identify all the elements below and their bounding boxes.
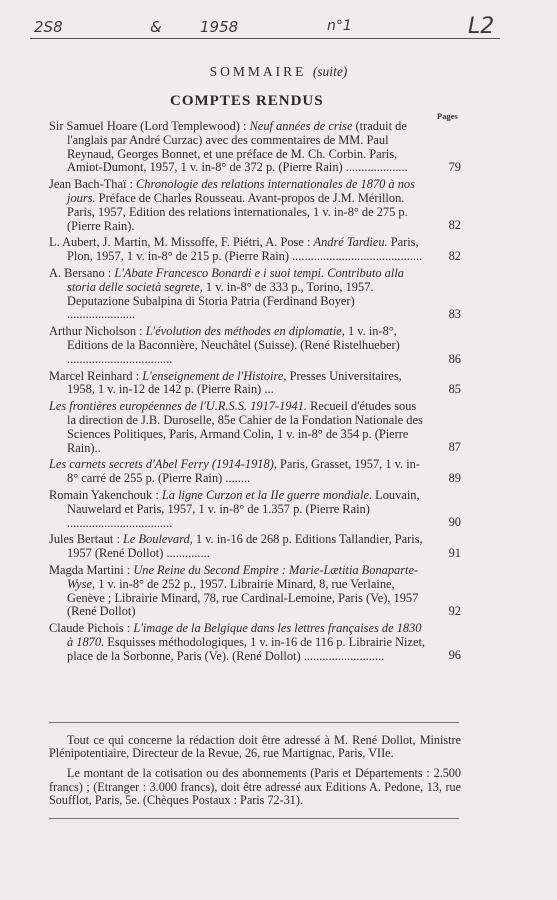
entry-title: Chronologie des relations internationales de 1870 à nos jours. [67,177,415,205]
entry [0,267,557,322]
entry-title: L'évolution des méthodes en diplomatie, [145,324,345,339]
entry-page-number: 89 [448,470,461,485]
entry-text [0,178,425,233]
entry-text [0,400,425,455]
sommaire-label: SOMMAIRE [209,64,307,79]
entry-details: (traduit de l'anglais par André Curzac) avec des commentaires de MM. Paul Reynaud, Georges Bonnet, et une préface de M. Ch. Corbin. Paris, Amiot-Dumont, 1957, 1 v. in-8° de 372 p. (Pierre Rain) .................... [67,119,408,175]
entry [0,489,557,530]
entry-text [0,622,425,663]
entry-title: Neuf années de crise [249,119,353,133]
handwritten-underline [30,38,500,39]
entry-details: Paris, Grasset, 1957, 1 v. in-8° carré de 255 p. (Pierre Rain) ........ [67,457,420,486]
entry-details: 1 v. in-16 de 268 p. Editions Tallandier, Paris, 1957 (René Dollot) .............. [67,532,423,561]
entry-author: Arthur Nicholson : [49,324,146,339]
entry-title: La ligne Curzon et la IIe guerre mondiale. [161,487,373,502]
entry-author: Claude Pichois : [49,621,134,636]
entry [0,564,557,619]
entry-page-number: 96 [448,648,461,663]
entry-page-number: 91 [448,545,461,560]
entry-text [0,325,425,366]
entry-title: Le Boulevard, [123,532,193,547]
entry [0,236,557,264]
handwritten-annotation: L2 [468,14,495,39]
entry [0,370,557,398]
entry-page-number: 82 [448,248,461,263]
entry-author: L. Aubert, J. Martin, M. Missoffe, F. Piétri, A. Pose : [49,235,314,250]
entry-details: Recueil d'études sous la direction de J.B. Duroselle, 85e Cahier de la Fondation Nationale des Sciences Politiques, Paris, Armand Colin, 1 v. in-8° de 354 p. (Pierre Rain).. [67,399,423,455]
section-title: COMPTES RENDUS [170,93,324,109]
entry [0,622,557,663]
entry-page-number: 86 [448,351,461,366]
entry-text [0,267,425,322]
handwritten-annotation: & [150,18,162,36]
entry-details: 1 v. in-8°, Editions de la Baconnière, Neuchâtel (Suisse). (René Ristelhueber) .................................. [67,324,400,366]
entry-details: Louvain, Nauwelard et Paris, 1957, 1 v. in-8° de 1.357 p. (Pierre Rain) .................................. [67,487,420,530]
pages-column-header: Pages [437,111,458,121]
entry-text [0,120,425,175]
entry-author: Romain Yakenchouk : [49,487,162,502]
entry-page-number: 90 [448,515,461,530]
suite-label: (suite) [312,64,348,79]
entry-author: A. Bersano : [49,265,115,280]
entry-author: Sir Samuel Hoare (Lord Templewood) : [49,119,250,133]
handwritten-annotation: 2S8 [34,18,63,36]
divider [49,722,459,723]
entry [0,178,557,233]
entry-page-number: 82 [448,218,461,233]
entry-title: L'enseignement de l'Histoire, [142,368,287,383]
entry-details: Presses Universitaires, 1958, 1 v. in-12 de 142 p. (Pierre Rain) ... [67,368,402,397]
footer-paragraph: Le montant de la cotisation ou des abonnements (Paris et Départements : 2.500 francs) ; (Etranger : 3.000 francs), doit être adressé aux Editions A. Pedone, 13, rue Soufflot, Paris, 5e. (Chèques Postaux : Paris 72-31). [49,766,461,807]
handwritten-annotation: n°1 [327,18,352,34]
entry [0,400,557,455]
footer-notice [49,734,461,814]
entry-page-number: 87 [448,440,461,455]
entry-details: 1 v. in-8° de 252 p., 1957. Librairie Minard, 8, rue Verlaine, Genève ; Librairie Minard, 78, rue Cardinal-Lemoine, Paris (Ve), 1957 (René Dollot) [67,576,419,619]
entry-details: Paris, Plon, 1957, 1 v. in-8° de 215 p. (Pierre Rain) .......................................... [67,235,423,264]
entry-text [0,458,425,486]
entry-title: Les carnets secrets d'Abel Ferry (1914-1918), [49,457,277,472]
sommaire-heading [0,64,557,80]
entry-title: Une Reine du Second Empire : Marie-Lætitia Bonaparte-Wyse, [67,562,419,591]
entry-text [0,370,425,398]
entry-text [0,533,425,561]
entry [0,325,557,366]
entry-author: Jules Bertaut : [49,532,123,547]
entry-author: Magda Martini : [49,562,134,577]
entry-title: André Tardieu. [313,235,388,250]
entry [0,458,557,486]
entry-title: Les frontières européennes de l'U.R.S.S. 1917-1941. [49,399,307,414]
entry-author: Jean Bach-Thaï : [49,177,137,192]
entry [0,533,557,561]
entry-details: Esquisses méthodologiques, 1 v. in-16 de 116 p. Librairie Nizet, place de la Sorbonne, Paris (Ve). (René Dollot) .......................... [67,634,426,663]
entry-text [0,564,425,619]
entry-page-number: 83 [448,307,461,322]
entry-details: 1 v. in-8° de 333 p., Torino, 1957. Deputazione Subalpina di Storia Patria (Ferdinand Boyer) ...................... [67,279,374,322]
entry-text [0,236,425,264]
entry [0,120,557,175]
entry-text [0,489,425,530]
entries-list [0,120,557,666]
entry-title: L'image de la Belgique dans les lettres françaises de 1830 à 1870. [67,621,422,649]
entry-page-number: 85 [448,382,461,397]
divider [49,818,459,819]
footer-paragraph: Tout ce qui concerne la rédaction doit être adressé à M. René Dollot, Ministre Plénipotentiaire, Directeur de la Revue, 26, rue Martignac, Paris, VIIe. [49,733,461,761]
entry-page-number: 92 [448,604,461,619]
entry-page-number: 79 [448,160,461,175]
handwritten-annotation: 1958 [200,18,239,36]
entry-details: Préface de Charles Rousseau. Avant-propos de J.M. Mérillon. Paris, 1957, Edition des relations internationales, 1 v. in-8° de 275 p. (Pierre Rain). [67,190,408,233]
entry-author: Marcel Reinhard : [49,368,143,383]
entry-title: L'Abate Francesco Bonardi e i suoi tempi. Contributo alla storia delle società segrete, [67,265,404,294]
